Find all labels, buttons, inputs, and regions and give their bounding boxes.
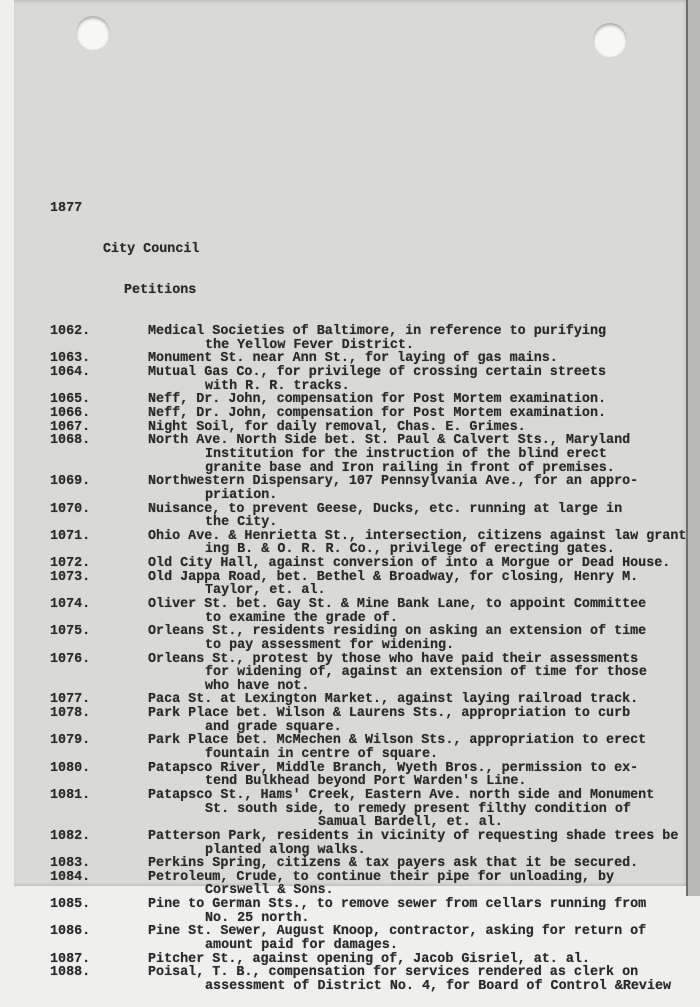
petition-entry	[0, 625, 700, 652]
entry-text: Pitcher St., against opening of, Jacob Gisriel, at. al.	[148, 951, 590, 967]
entry-text: No. 25 north.	[205, 910, 310, 926]
petition-entry	[0, 734, 700, 761]
entry-text: Pine to German Sts., to remove sewer from cellars running from	[148, 897, 647, 913]
entry-text: Northwestern Dispensary, 107 Pennsylvania Ave., for an appro-	[148, 474, 639, 490]
entry-number: 1079.	[50, 733, 91, 749]
entry-number: 1087.	[50, 951, 91, 967]
petition-entry	[0, 434, 700, 475]
entry-text: for widening of, against an extension of time for those	[205, 665, 647, 681]
entry-number: 1073.	[50, 569, 91, 585]
entry-text: and grade square.	[205, 719, 342, 735]
petition-entry	[0, 421, 700, 435]
petition-entry	[0, 653, 700, 694]
entry-text: tend Bulkhead beyond Port Warden's Line.	[205, 774, 527, 790]
entry-text: Patterson Park, residents in vicinity of requesting shade trees be	[148, 828, 679, 844]
entry-text: Medical Societies of Baltimore, in reference to purifying	[148, 324, 607, 340]
entry-text: Old Jappa Road, bet. Bethel & Broadway, for closing, Henry M.	[148, 569, 639, 585]
entry-text: Taylor, et. al.	[205, 583, 326, 599]
entry-text: Ohio Ave. & Henrietta St., intersection, citizens against law grant	[148, 528, 687, 544]
entry-text: Patapsco St., Hams' Creek, Eastern Ave. north side and Monument	[148, 787, 655, 803]
entry-number: 1088.	[50, 965, 91, 981]
entry-text: planted along walks.	[205, 842, 366, 858]
entry-number: 1077.	[50, 692, 91, 708]
entry-text: Institution for the instruction of the blind erect	[205, 446, 607, 462]
entry-text: Night Soil, for daily removal, Chas. E. Grimes.	[148, 419, 526, 435]
entry-text: the Yellow Fever District.	[205, 337, 414, 353]
entry-number: 1083.	[50, 856, 91, 872]
petition-entry	[0, 407, 700, 421]
petition-entry	[0, 871, 700, 898]
entry-text: Pine St. Sewer, August Knoop, contractor, asking for return of	[148, 924, 647, 940]
entry-text: Petroleum, Crude, to continue their pipe for unloading, by	[148, 869, 615, 885]
petition-entry	[0, 571, 700, 598]
entry-text: fountain in centre of square.	[205, 747, 439, 763]
entry-number: 1076.	[50, 651, 91, 667]
entry-number: 1078.	[50, 706, 91, 722]
entry-text: Oliver St. bet. Gay St. & Mine Bank Lane, to appoint Committee	[148, 596, 647, 612]
petition-entry	[0, 598, 700, 625]
year: 1877	[50, 201, 83, 217]
petition-entry	[0, 953, 700, 967]
entry-text: who have not.	[205, 678, 310, 694]
entry-text: Perkins Spring, citizens & tax payers ask that it be secured.	[148, 856, 639, 872]
entry-text: Park Place bet. Wilson & Laurens Sts., appropriation to curb	[148, 706, 631, 722]
petition-entry	[0, 789, 700, 830]
petition-entry	[0, 503, 700, 530]
entry-text: Samual Bardell, et. al.	[318, 815, 503, 831]
entry-number: 1066.	[50, 406, 91, 422]
entry-number: 1075.	[50, 624, 91, 640]
entry-number: 1081.	[50, 787, 91, 803]
entry-number: 1063.	[50, 351, 91, 367]
entry-number: 1068.	[50, 433, 91, 449]
entry-number: 1082.	[50, 828, 91, 844]
petition-entry	[0, 530, 700, 557]
entry-text: the City.	[205, 515, 278, 531]
entry-number: 1070.	[50, 501, 91, 517]
entry-text: priation.	[205, 487, 278, 503]
entry-number: 1064.	[50, 365, 91, 381]
punch-hole-left	[76, 16, 110, 50]
entry-text: Nuisance, to prevent Geese, Ducks, etc. running at large in	[148, 501, 623, 517]
punch-hole-right	[593, 23, 627, 57]
petition-entry	[0, 557, 700, 571]
entry-number: 1065.	[50, 392, 91, 408]
petition-entry	[0, 857, 700, 871]
entry-text: granite base and Iron railing in front of premises.	[205, 460, 615, 476]
entry-text: Corswell & Sons.	[205, 883, 334, 899]
entry-text: Old City Hall, against conversion of into a Morgue or Dead House.	[148, 556, 671, 572]
petition-entry	[0, 925, 700, 952]
entry-number: 1086.	[50, 924, 91, 940]
petition-entry	[0, 352, 700, 366]
entry-number: 1062.	[50, 324, 91, 340]
entry-number: 1069.	[50, 474, 91, 490]
entry-text: Park Place bet. McMechen & Wilson Sts., appropriation to erect	[148, 733, 647, 749]
petition-entry	[0, 707, 700, 734]
entry-number: 1085.	[50, 897, 91, 913]
entry-text: Patapsco River, Middle Branch, Wyeth Bros., permission to ex-	[148, 760, 639, 776]
entry-text: Paca St. at Lexington Market., against laying railroad track.	[148, 692, 639, 708]
entry-number: 1084.	[50, 869, 91, 885]
entry-text: Mutual Gas Co., for privilege of crossing certain streets	[148, 365, 607, 381]
entry-number: 1067.	[50, 419, 91, 435]
petition-entry	[0, 393, 700, 407]
entry-number: 1074.	[50, 596, 91, 612]
entry-text: to pay assessment for widening.	[205, 637, 455, 653]
entry-text: to examine the grade of.	[205, 610, 398, 626]
petition-entry	[0, 693, 700, 707]
entry-number: 1072.	[50, 556, 91, 572]
entry-text: North Ave. North Side bet. St. Paul & Calvert Sts., Maryland	[148, 433, 631, 449]
petition-entry	[0, 325, 700, 352]
heading: City Council	[103, 242, 200, 258]
entry-text: assessment of District No. 4, for Board of Control &Review	[205, 978, 672, 994]
petition-entry	[0, 475, 700, 502]
entry-text: with R. R. tracks.	[205, 378, 350, 394]
entry-number: 1071.	[50, 528, 91, 544]
entry-text: St. south side, to remedy present filthy condition of	[205, 801, 631, 817]
entry-text: Poisal, T. B., compensation for services rendered as clerk on	[148, 965, 639, 981]
entry-text: Neff, Dr. John, compensation for Post Mortem examination.	[148, 406, 607, 422]
petition-entry	[0, 830, 700, 857]
petition-entry	[0, 366, 700, 393]
entry-text: Orleans St., protest by those who have paid their assessments	[148, 651, 639, 667]
petition-entry	[0, 898, 700, 925]
petition-entry	[0, 762, 700, 789]
entry-number: 1080.	[50, 760, 91, 776]
petition-entry	[0, 966, 700, 993]
entry-text: Orleans St., residents residing on asking an extension of time	[148, 624, 647, 640]
entry-text: Neff, Dr. John, compensation for Post Mortem examination.	[148, 392, 607, 408]
entry-text: ing B. & O. R. R. Co., privilege of erecting gates.	[205, 542, 615, 558]
entry-text: amount paid for damages.	[205, 938, 398, 953]
entry-text: Monument St. near Ann St., for laying of gas mains.	[148, 351, 558, 367]
subheading: Petitions	[124, 283, 197, 299]
petition-list	[0, 175, 700, 1007]
